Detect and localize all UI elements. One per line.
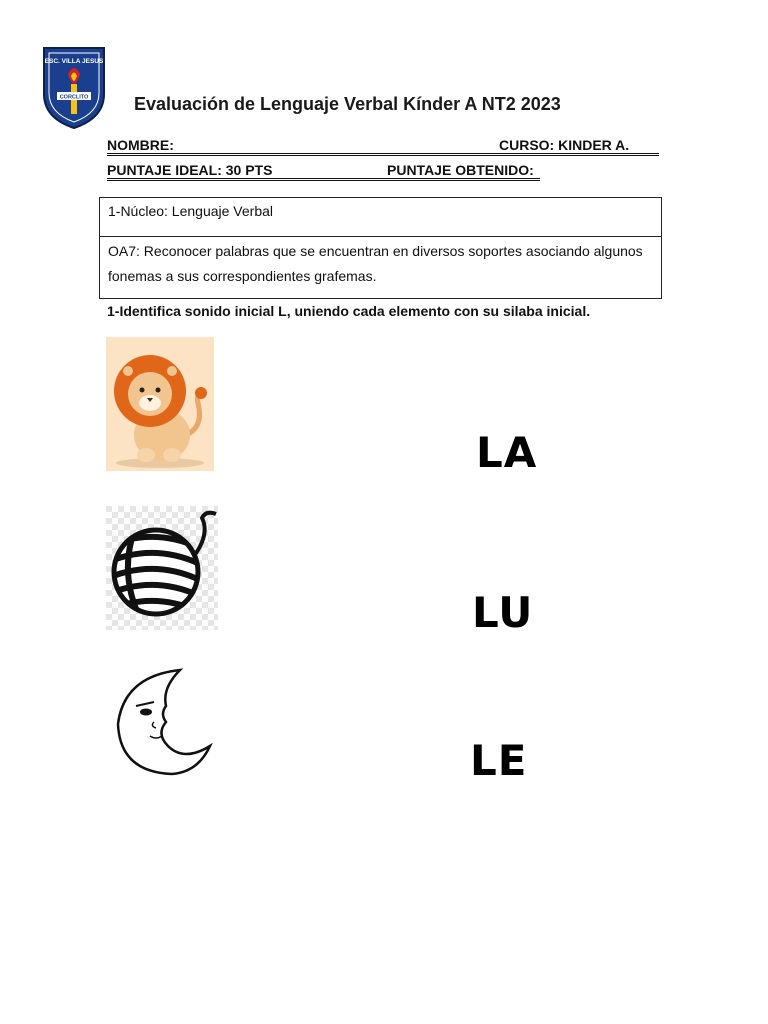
page-title: Evaluación de Lenguaje Verbal Kínder A NT2 2023 [134,94,561,114]
yarn-ball-image [106,506,218,630]
objective-box [99,197,662,299]
nombre-label: NOMBRE: [107,137,174,153]
logo-text-top: ESC. VILLA JESUS [44,58,104,65]
nombre-line [107,153,659,156]
puntaje-ideal: PUNTAJE IDEAL: 30 PTS [107,162,273,178]
syllable-lu: LU [472,588,534,637]
box-divider [100,236,661,237]
school-logo [40,44,108,130]
objective-text: OA7: Reconocer palabras que se encuentran en diversos soportes asociando algunos fonemas a sus correspondientes grafemas. [108,243,643,284]
lion-image [106,337,214,471]
puntaje-obtenido: PUNTAJE OBTENIDO: [387,162,534,178]
instruction-text: 1-Identifica sonido inicial L, uniendo cada elemento con su silaba inicial. [107,303,591,319]
puntaje-line [107,178,540,181]
nucleo-text: 1-Núcleo: Lenguaje Verbal [108,203,274,219]
moon-image [110,666,216,778]
syllable-le: LE [470,736,528,785]
syllable-la: LA [476,428,538,477]
curso-label: CURSO: KINDER A. [499,137,630,153]
logo-text-band: CORCLITO [59,94,89,101]
